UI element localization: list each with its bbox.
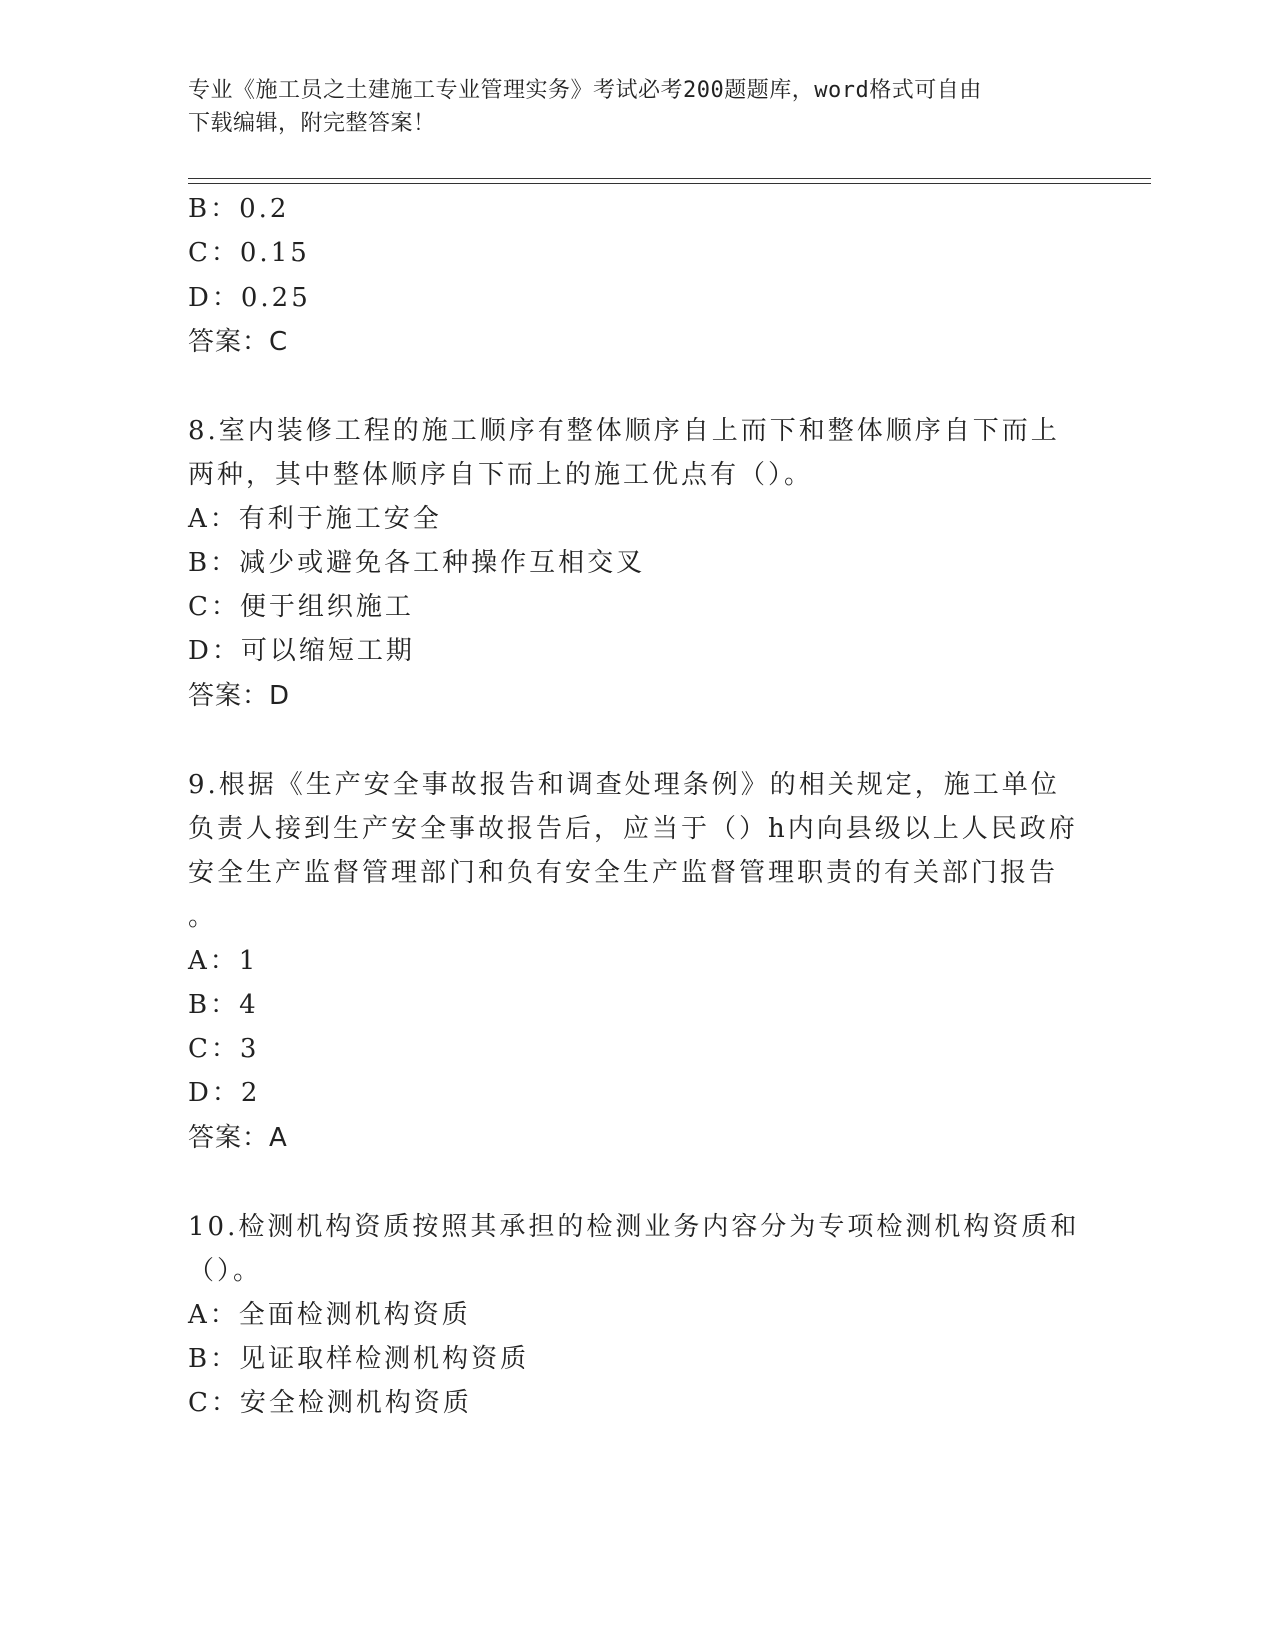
option-d: D：可以缩短工期 <box>188 636 415 666</box>
header-line-2: 下载编辑，附完整答案！ <box>188 111 436 136</box>
answer-label: 答案：A <box>188 1123 288 1153</box>
option-c: C：3 <box>188 1034 260 1064</box>
option-d: D：0.25 <box>188 283 311 313</box>
question-text: 两种，其中整体顺序自下而上的施工优点有（）。 <box>188 460 814 490</box>
question-text: 10.检测机构资质按照其承担的检测业务内容分为专项检测机构资质和 <box>188 1212 1080 1242</box>
question-text: 负责人接到生产安全事故报告后，应当于（）h内向县级以上人民政府 <box>188 814 1078 844</box>
option-a: A：有利于施工安全 <box>188 504 442 534</box>
option-a: A：1 <box>188 946 259 976</box>
answer-label: 答案：D <box>188 681 291 711</box>
header-divider-bottom <box>188 183 1151 184</box>
question-text: 9.根据《生产安全事故报告和调查处理条例》的相关规定，施工单位 <box>188 770 1060 800</box>
question-text: 。 <box>188 902 218 932</box>
option-b: B：减少或避免各工种操作互相交叉 <box>188 548 646 578</box>
document-header <box>188 74 1088 140</box>
question-text: 安全生产监督管理部门和负有安全生产监督管理职责的有关部门报告 <box>188 858 1059 888</box>
question-text: （）。 <box>188 1256 263 1286</box>
header-divider-top <box>188 178 1151 179</box>
option-d: D：2 <box>188 1078 261 1108</box>
answer-label: 答案：C <box>188 327 289 357</box>
header-line-1: 专业《施工员之土建施工专业管理实务》考试必考200题题库，word格式可自由 <box>188 78 982 103</box>
option-a: A：全面检测机构资质 <box>188 1300 471 1330</box>
option-b: B：见证取样检测机构资质 <box>188 1344 530 1374</box>
option-c: C：安全检测机构资质 <box>188 1388 472 1418</box>
option-c: C：0.15 <box>188 238 310 268</box>
option-b: B：4 <box>188 990 259 1020</box>
question-text: 8.室内装修工程的施工顺序有整体顺序自上而下和整体顺序自下而上 <box>188 416 1060 446</box>
option-c: C：便于组织施工 <box>188 592 414 622</box>
option-b: B：0.2 <box>188 194 290 224</box>
